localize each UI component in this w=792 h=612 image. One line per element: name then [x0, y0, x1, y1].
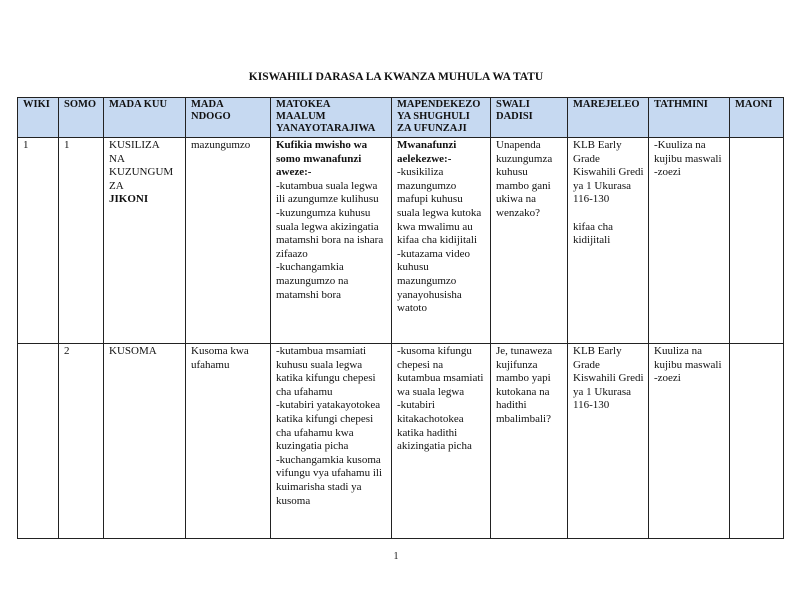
cell-mapendekezo	[392, 138, 491, 344]
table-header-row	[18, 98, 784, 138]
header-tathmini: TATHMINI	[649, 98, 730, 138]
cell-tathmini: -Kuuliza na kujibu maswali -zoezi	[649, 138, 730, 344]
header-mada-kuu: MADA KUU	[104, 98, 186, 138]
cell-marejeleo: KLB Early Grade Kiswahili Gredi ya 1 Ukurasa 116-130 kifaa cha kidijitali	[568, 138, 649, 344]
cell-swali: Je, tunaweza kujifunza mambo yapi kutokana na hadithi mbalimbali?	[491, 344, 568, 539]
mada-kuu-bold: JIKONI	[109, 193, 149, 206]
header-marejeleo: MAREJELEO	[568, 98, 649, 138]
header-mapendekezo: MAPENDEKEZO YA SHUGHULI ZA UFUNZAJI	[392, 98, 491, 138]
page-number: 1	[393, 551, 399, 562]
scheme-of-work-table	[17, 97, 784, 539]
header-swali: SWALI DADISI	[491, 98, 568, 138]
cell-somo: 1	[59, 138, 104, 344]
mada-kuu-text: KUSILIZA NA KUZUNGUM ZA	[109, 139, 174, 192]
matokea-text: -kutambua suala legwa ili azungumze kulihusu -kuzungumza kuhusu suala legwa akizingatia matamshi bora na ishara zifaazo -kuchangamkia mazungumzo na matamshi bora	[276, 179, 384, 301]
cell-mada-kuu: KUSOMA	[104, 344, 186, 539]
cell-maoni	[730, 138, 784, 344]
mapendekezo-text: -kusikiliza mazungumzo mafupi kuhusu suala legwa kutoka kwa mwalimu au kifaa cha kidijitali -kutazama video kuhusu mazungumzo yanayohusisha watoto	[397, 166, 482, 315]
cell-matokea: -kutambua msamiati kuhusu suala legwa katika kifungu chepesi cha ufahamu -kutabiri yatakayotokea katika kifungi chepesi cha ufahamu kwa kuzingatia picha -kuchangamkia kusoma vifungu vya ufahamu ili kuimarisha stadi ya kusoma	[271, 344, 392, 539]
header-mada-ndogo: MADA NDOGO	[186, 98, 271, 138]
matokea-intro: Kufikia mwisho wa somo mwanafunzi aweze:-	[276, 139, 368, 179]
cell-mada-kuu	[104, 138, 186, 344]
cell-maoni	[730, 344, 784, 539]
cell-mada-ndogo: mazungumzo	[186, 138, 271, 344]
cell-tathmini: Kuuliza na kujibu maswali -zoezi	[649, 344, 730, 539]
cell-swali: Unapenda kuzungumza kuhusu mambo gani ukiwa na wenzako?	[491, 138, 568, 344]
mapendekezo-intro: Mwanafunzi aelekezwe:-	[397, 139, 457, 165]
cell-wiki: 1	[18, 138, 59, 344]
cell-mada-ndogo: Kusoma kwa ufahamu	[186, 344, 271, 539]
header-matokea: MATOKEA MAALUM YANAYOTARAJIWA	[271, 98, 392, 138]
cell-wiki	[18, 344, 59, 539]
table-row	[18, 138, 784, 344]
document-title: KISWAHILI DARASA LA KWANZA MUHULA WA TATU	[248, 71, 544, 83]
cell-matokea	[271, 138, 392, 344]
cell-marejeleo: KLB Early Grade Kiswahili Gredi ya 1 Ukurasa 116-130	[568, 344, 649, 539]
header-somo: SOMO	[59, 98, 104, 138]
header-maoni: MAONI	[730, 98, 784, 138]
cell-somo: 2	[59, 344, 104, 539]
table-row	[18, 344, 784, 539]
cell-mapendekezo: -kusoma kifungu chepesi na kutambua msamiati wa suala legwa -kutabiri kitakachotokea katika hadithi akizingatia picha	[392, 344, 491, 539]
header-wiki: WIKI	[18, 98, 59, 138]
